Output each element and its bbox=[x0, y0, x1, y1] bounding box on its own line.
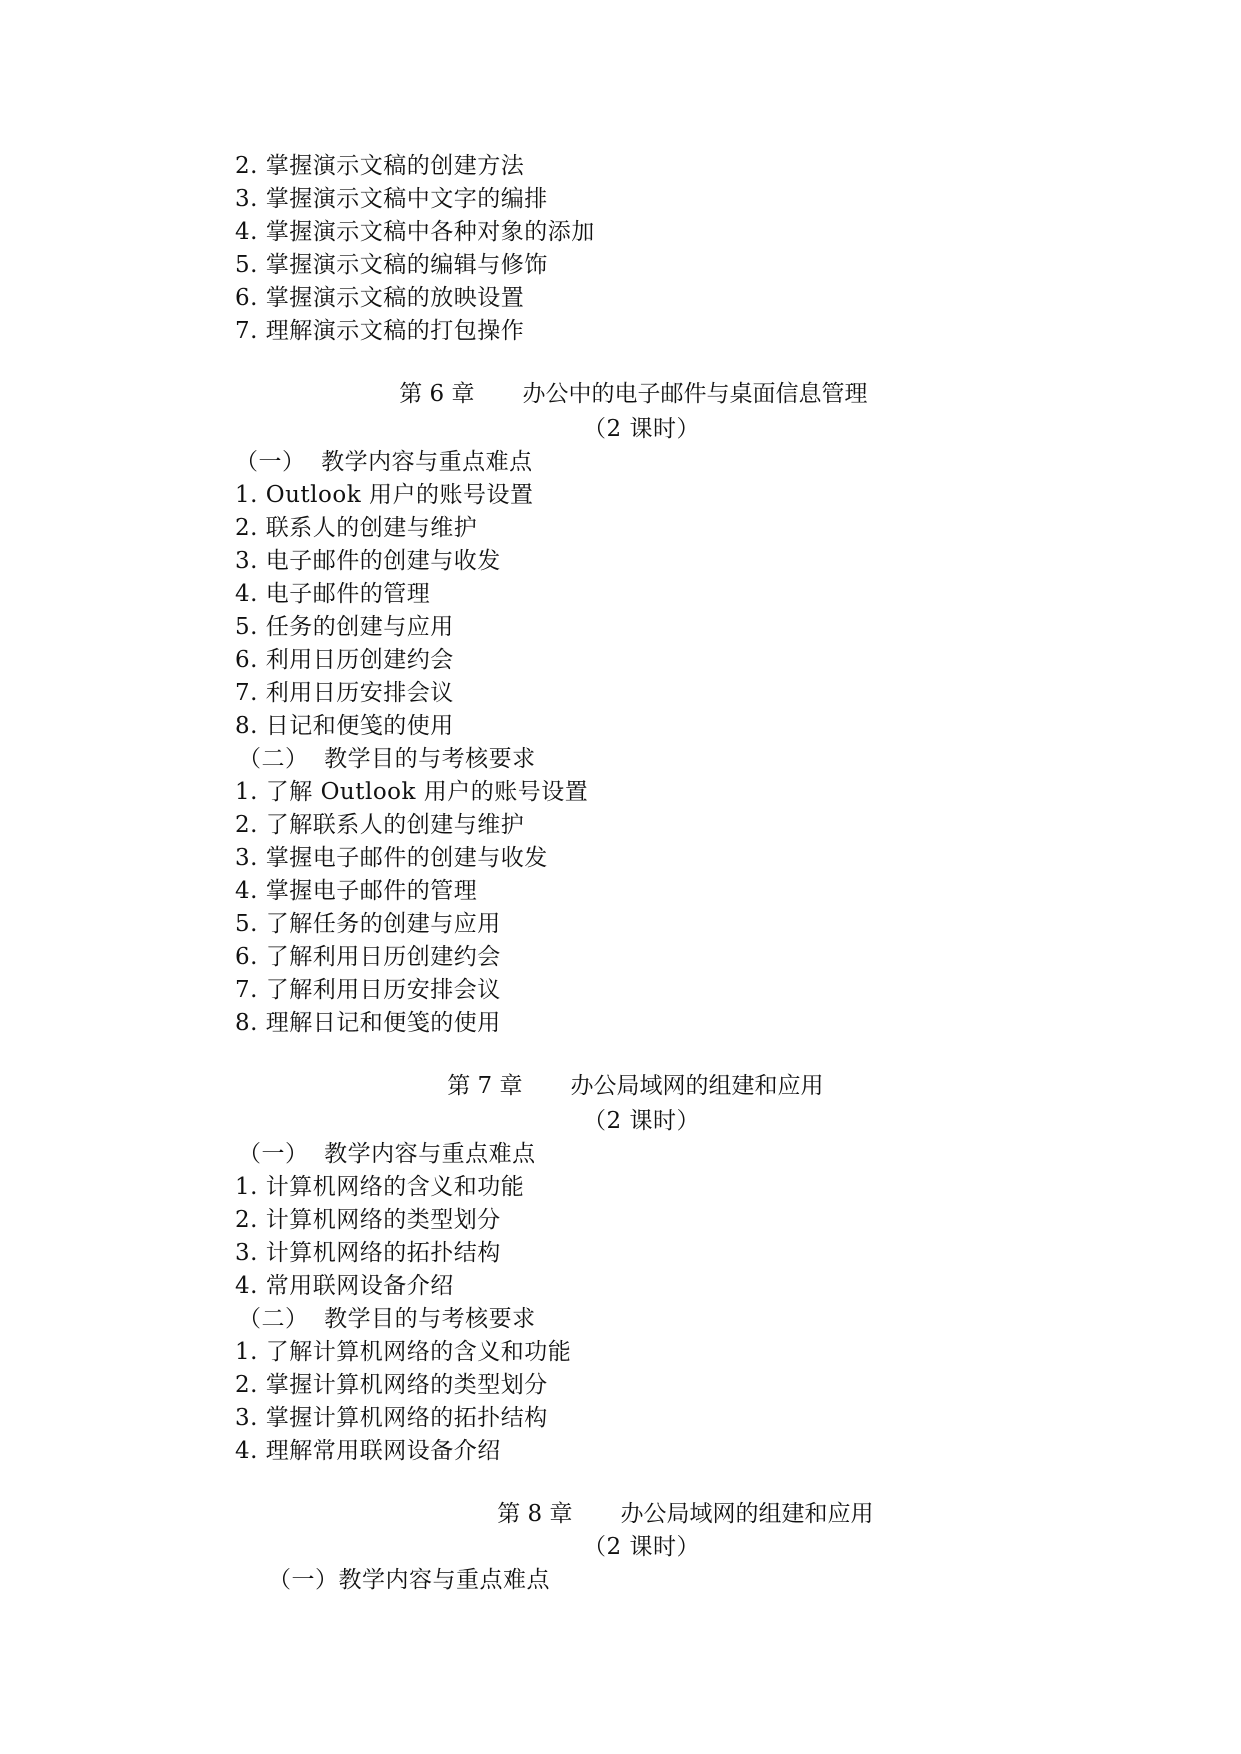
list-item: 5. 掌握演示文稿的编辑与修饰 bbox=[235, 252, 548, 278]
chapter-hours: （2 课时） bbox=[583, 1108, 700, 1134]
list-item: 7. 了解利用日历安排会议 bbox=[235, 977, 501, 1003]
list-item: 7. 理解演示文稿的打包操作 bbox=[235, 318, 525, 344]
list-item: 1. 了解计算机网络的含义和功能 bbox=[235, 1339, 572, 1365]
list-item: 4. 理解常用联网设备介绍 bbox=[235, 1438, 501, 1464]
section-heading: （一） 教学内容与重点难点 bbox=[238, 1141, 536, 1167]
chapter-title: 办公局域网的组建和应用 bbox=[570, 1073, 824, 1099]
list-item: 5. 了解任务的创建与应用 bbox=[235, 911, 501, 937]
section-heading: （一） 教学内容与重点难点 bbox=[235, 449, 533, 475]
list-item: 6. 利用日历创建约会 bbox=[235, 647, 454, 673]
list-item: 3. 掌握电子邮件的创建与收发 bbox=[235, 845, 548, 871]
chapter-label: 第 6 章 bbox=[399, 381, 475, 407]
list-item: 4. 电子邮件的管理 bbox=[235, 581, 431, 607]
list-item: 3. 电子邮件的创建与收发 bbox=[235, 548, 501, 574]
chapter-title: 办公局域网的组建和应用 bbox=[620, 1501, 874, 1527]
list-item: 3. 掌握演示文稿中文字的编排 bbox=[235, 186, 548, 212]
chapter-title: 办公中的电子邮件与桌面信息管理 bbox=[522, 381, 868, 407]
section-heading: （二） 教学目的与考核要求 bbox=[238, 746, 536, 772]
list-item: 7. 利用日历安排会议 bbox=[235, 680, 454, 706]
section-heading: （二） 教学目的与考核要求 bbox=[238, 1306, 536, 1332]
list-item: 2. 掌握演示文稿的创建方法 bbox=[235, 153, 525, 179]
list-item: 6. 掌握演示文稿的放映设置 bbox=[235, 285, 525, 311]
list-item: 5. 任务的创建与应用 bbox=[235, 614, 454, 640]
list-item: 4. 掌握演示文稿中各种对象的添加 bbox=[235, 219, 595, 245]
list-item: 6. 了解利用日历创建约会 bbox=[235, 944, 501, 970]
chapter-label: 第 8 章 bbox=[497, 1501, 573, 1527]
list-item: 2. 了解联系人的创建与维护 bbox=[235, 812, 525, 838]
list-item: 2. 掌握计算机网络的类型划分 bbox=[235, 1372, 548, 1398]
chapter-hours: （2 课时） bbox=[583, 416, 700, 442]
list-item: 2. 联系人的创建与维护 bbox=[235, 515, 478, 541]
list-item: 3. 计算机网络的拓扑结构 bbox=[235, 1240, 501, 1266]
list-item: 4. 常用联网设备介绍 bbox=[235, 1273, 454, 1299]
section-heading: （一）教学内容与重点难点 bbox=[268, 1567, 550, 1593]
chapter-label: 第 7 章 bbox=[447, 1073, 523, 1099]
list-item: 4. 掌握电子邮件的管理 bbox=[235, 878, 478, 904]
list-item: 8. 日记和便笺的使用 bbox=[235, 713, 454, 739]
chapter-hours: （2 课时） bbox=[583, 1534, 700, 1560]
list-item: 3. 掌握计算机网络的拓扑结构 bbox=[235, 1405, 548, 1431]
list-item: 8. 理解日记和便笺的使用 bbox=[235, 1010, 501, 1036]
list-item: 2. 计算机网络的类型划分 bbox=[235, 1207, 501, 1233]
list-item: 1. Outlook 用户的账号设置 bbox=[235, 482, 534, 508]
list-item: 1. 计算机网络的含义和功能 bbox=[235, 1174, 525, 1200]
list-item: 1. 了解 Outlook 用户的账号设置 bbox=[235, 779, 589, 805]
